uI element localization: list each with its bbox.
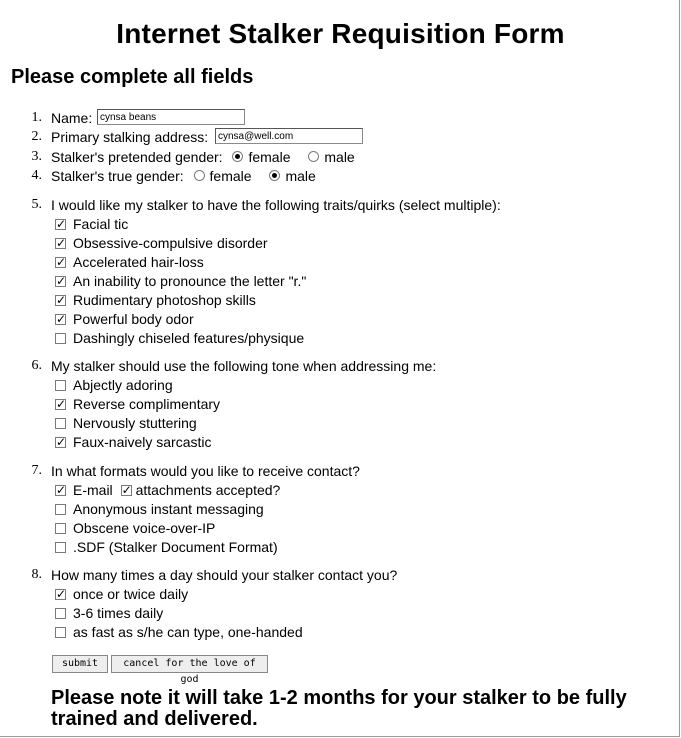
trait-option bbox=[55, 272, 306, 290]
format-option bbox=[55, 519, 215, 537]
trait-checkbox[interactable] bbox=[55, 219, 66, 230]
format-checkbox[interactable] bbox=[55, 523, 66, 534]
trait-option bbox=[55, 291, 256, 309]
option-label: Obsessive-compulsive disorder bbox=[73, 235, 268, 251]
tone-option bbox=[55, 433, 212, 451]
option-label: E-mail bbox=[73, 482, 113, 498]
format-checkbox[interactable] bbox=[55, 504, 66, 515]
frequency-option bbox=[55, 623, 303, 641]
tone-option bbox=[55, 376, 173, 394]
page-subtitle: Please complete all fields bbox=[11, 66, 254, 88]
option-label: Powerful body odor bbox=[73, 311, 194, 327]
pretended-gender-male-radio[interactable] bbox=[308, 151, 319, 162]
cancel-button[interactable]: cancel for the love of god bbox=[111, 655, 268, 673]
option-label: Anonymous instant messaging bbox=[73, 501, 264, 517]
trait-option bbox=[55, 310, 194, 328]
trait-option bbox=[55, 329, 304, 347]
true-gender-male-radio[interactable] bbox=[269, 170, 280, 181]
trait-checkbox[interactable] bbox=[55, 314, 66, 325]
option-label: Facial tic bbox=[73, 216, 129, 232]
question-label: I would like my stalker to have the following traits/quirks (select multiple): bbox=[51, 197, 501, 213]
question-number: 7. bbox=[31, 463, 42, 478]
trait-option bbox=[55, 234, 268, 252]
option-label: Accelerated hair-loss bbox=[73, 254, 204, 270]
option-label: as fast as s/he can type, one-handed bbox=[73, 624, 303, 640]
tone-checkbox[interactable] bbox=[55, 437, 66, 448]
trait-checkbox[interactable] bbox=[55, 238, 66, 249]
question-row bbox=[51, 167, 316, 185]
delivery-note: Please note it will take 1-2 months for your stalker to be fully trained and delivered. bbox=[51, 687, 627, 730]
tone-checkbox[interactable] bbox=[55, 399, 66, 410]
trait-checkbox[interactable] bbox=[55, 276, 66, 287]
frequency-checkbox[interactable] bbox=[55, 589, 66, 600]
frequency-option bbox=[55, 585, 188, 603]
page-title: Internet Stalker Requisition Form bbox=[116, 18, 565, 49]
radio-label: female bbox=[248, 149, 291, 165]
question-number: 8. bbox=[31, 567, 42, 582]
question-label: Stalker's pretended gender: bbox=[51, 149, 223, 165]
question-number: 1. bbox=[31, 110, 42, 125]
option-label: once or twice daily bbox=[73, 586, 189, 602]
question-row bbox=[51, 148, 355, 166]
trait-checkbox[interactable] bbox=[55, 295, 66, 306]
option-label: Nervously stuttering bbox=[73, 415, 197, 431]
option-label: Abjectly adoring bbox=[73, 377, 173, 393]
pretended-gender-female-radio[interactable] bbox=[232, 151, 243, 162]
tone-checkbox[interactable] bbox=[55, 380, 66, 391]
question-number: 2. bbox=[31, 129, 42, 144]
option-label: attachments accepted? bbox=[135, 482, 281, 498]
question-label: Name: bbox=[51, 110, 93, 126]
format-option bbox=[55, 538, 278, 556]
option-label: Dashingly chiseled features/physique bbox=[73, 330, 305, 346]
option-label: .SDF (Stalker Document Format) bbox=[73, 539, 278, 555]
format-option bbox=[55, 481, 280, 499]
trait-option bbox=[55, 253, 204, 271]
radio-label: male bbox=[285, 168, 316, 184]
question-label: How many times a day should your stalker contact you? bbox=[51, 567, 398, 583]
option-label: Faux-naively sarcastic bbox=[73, 434, 212, 450]
question-label: In what formats would you like to receive contact? bbox=[51, 463, 360, 479]
format-checkbox[interactable] bbox=[55, 542, 66, 553]
frequency-option bbox=[55, 604, 163, 622]
option-label: 3-6 times daily bbox=[73, 605, 164, 621]
option-label: An inability to pronounce the letter "r." bbox=[73, 273, 307, 289]
tone-option bbox=[55, 395, 220, 413]
option-label: Rudimentary photoshop skills bbox=[73, 292, 256, 308]
trait-checkbox[interactable] bbox=[55, 333, 66, 344]
format-checkbox[interactable] bbox=[55, 485, 66, 496]
option-label: Reverse complimentary bbox=[73, 396, 221, 412]
attachments-checkbox[interactable] bbox=[121, 485, 132, 496]
trait-checkbox[interactable] bbox=[55, 257, 66, 268]
question-label: My stalker should use the following tone when addressing me: bbox=[51, 358, 437, 374]
true-gender-female-radio[interactable] bbox=[194, 170, 205, 181]
frequency-checkbox[interactable] bbox=[55, 608, 66, 619]
question-label: Stalker's true gender: bbox=[51, 168, 184, 184]
question-number: 6. bbox=[31, 358, 42, 373]
trait-option bbox=[55, 215, 128, 233]
question-label: Primary stalking address: bbox=[51, 129, 209, 145]
tone-checkbox[interactable] bbox=[55, 418, 66, 429]
format-option bbox=[55, 500, 264, 518]
address-input[interactable] bbox=[215, 128, 363, 144]
name-input[interactable] bbox=[97, 109, 245, 125]
question-number: 4. bbox=[31, 168, 42, 183]
radio-label: male bbox=[324, 149, 355, 165]
question-number: 5. bbox=[31, 197, 42, 212]
radio-label: female bbox=[209, 168, 252, 184]
question-number: 3. bbox=[31, 149, 42, 164]
submit-button[interactable]: submit bbox=[52, 655, 108, 673]
tone-option bbox=[55, 414, 197, 432]
frequency-checkbox[interactable] bbox=[55, 627, 66, 638]
option-label: Obscene voice-over-IP bbox=[73, 520, 216, 536]
